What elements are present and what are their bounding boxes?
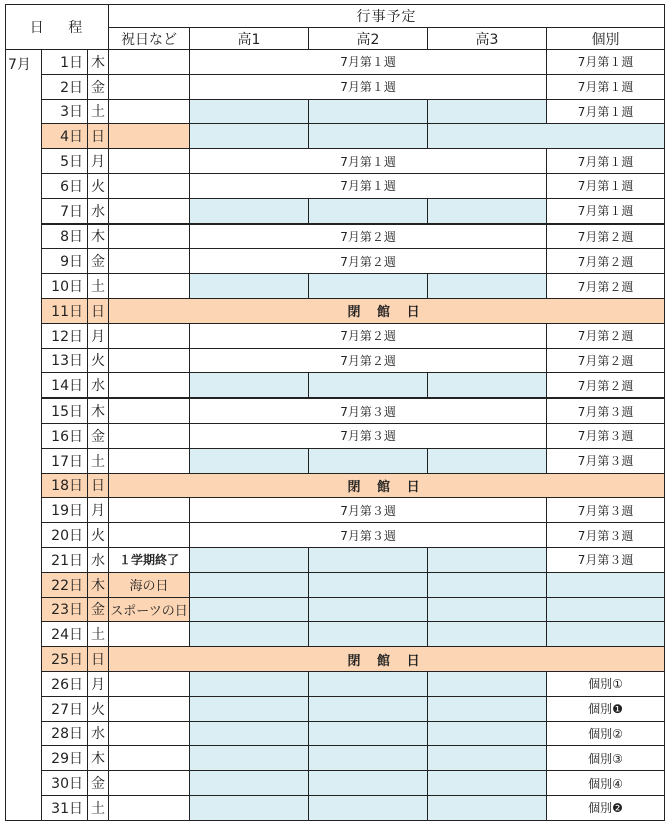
day-cell: 20日 — [42, 523, 88, 548]
table-row — [6, 198, 665, 223]
kobetsu-cell: 7月第２週 — [547, 224, 665, 249]
kobetsu-cell — [547, 597, 665, 622]
weekday-cell: 木 — [88, 224, 109, 249]
closed-day-cell: 閉 館 日 — [109, 473, 665, 498]
week-cell: 7月第３週 — [190, 498, 547, 523]
kou1-cell — [190, 795, 309, 820]
kou3-cell — [428, 547, 547, 572]
day-cell: 3日 — [42, 99, 88, 124]
col-header-holiday: 祝日など — [109, 28, 190, 50]
weekday-cell: 金 — [88, 423, 109, 448]
col-header-kou3: 高3 — [428, 28, 547, 50]
weekday-cell: 日 — [88, 473, 109, 498]
kou1-cell — [190, 771, 309, 796]
weekday-cell: 水 — [88, 721, 109, 746]
table-row — [6, 622, 665, 647]
table-row — [6, 771, 665, 796]
holiday-cell — [109, 50, 190, 75]
kou2-cell — [309, 721, 428, 746]
table-row — [6, 274, 665, 299]
kobetsu-cell: 7月第３週 — [547, 398, 665, 423]
kou2-cell — [309, 572, 428, 597]
day-cell: 12日 — [42, 323, 88, 348]
kou1-cell — [190, 696, 309, 721]
kobetsu-cell: 個別① — [547, 671, 665, 696]
kou2-cell — [309, 547, 428, 572]
week-cell: 7月第１週 — [190, 173, 547, 198]
kou2-cell — [309, 795, 428, 820]
table-row — [6, 249, 665, 274]
weekday-cell: 月 — [88, 498, 109, 523]
kou3-cell — [428, 721, 547, 746]
table-row — [6, 423, 665, 448]
kou1-cell — [190, 721, 309, 746]
week-cell: 7月第１週 — [190, 74, 547, 99]
kobetsu-cell: 7月第１週 — [547, 74, 665, 99]
table-row — [6, 74, 665, 99]
kou1-cell — [190, 99, 309, 124]
holiday-cell — [109, 622, 190, 647]
kou3-cell — [428, 448, 547, 473]
table-row — [6, 99, 665, 124]
table-row — [6, 473, 665, 498]
holiday-cell — [109, 448, 190, 473]
day-cell: 16日 — [42, 423, 88, 448]
week-cell: 7月第２週 — [190, 348, 547, 373]
kobetsu-cell: 7月第３週 — [547, 423, 665, 448]
kou1-cell — [190, 746, 309, 771]
holiday-cell: １学期終了 — [109, 547, 190, 572]
kobetsu-cell: 7月第１週 — [547, 50, 665, 75]
weekday-cell: 金 — [88, 74, 109, 99]
schedule-table — [5, 4, 665, 821]
day-cell: 14日 — [42, 373, 88, 398]
week-cell: 7月第２週 — [190, 224, 547, 249]
kobetsu-cell — [547, 572, 665, 597]
kou1-cell — [190, 622, 309, 647]
day-cell: 22日 — [42, 572, 88, 597]
kou1-cell — [190, 274, 309, 299]
kou3-cell — [428, 198, 547, 223]
kou3-cell — [428, 597, 547, 622]
kobetsu-cell: 7月第１週 — [547, 149, 665, 174]
weekday-cell: 月 — [88, 323, 109, 348]
kobetsu-cell: 個別❶ — [547, 696, 665, 721]
table-row — [6, 547, 665, 572]
holiday-cell: 海の日 — [109, 572, 190, 597]
day-cell: 21日 — [42, 547, 88, 572]
day-cell: 2日 — [42, 74, 88, 99]
week-cell: 7月第３週 — [190, 523, 547, 548]
weekday-cell: 金 — [88, 771, 109, 796]
kou2-cell — [309, 99, 428, 124]
day-cell: 18日 — [42, 473, 88, 498]
kou3-cell — [428, 622, 547, 647]
table-row — [6, 597, 665, 622]
table-row — [6, 671, 665, 696]
holiday-cell — [109, 74, 190, 99]
kobetsu-cell: 個別④ — [547, 771, 665, 796]
table-row — [6, 348, 665, 373]
kobetsu-cell: 7月第２週 — [547, 348, 665, 373]
holiday-cell — [109, 149, 190, 174]
day-cell: 11日 — [42, 298, 88, 323]
day-cell: 29日 — [42, 746, 88, 771]
holiday-cell — [109, 721, 190, 746]
table-row — [6, 398, 665, 423]
holiday-cell — [109, 696, 190, 721]
holiday-cell — [109, 173, 190, 198]
day-cell: 1日 — [42, 50, 88, 75]
kou1-cell — [190, 198, 309, 223]
kou2-cell — [309, 696, 428, 721]
kobetsu-cell: 7月第１週 — [547, 198, 665, 223]
kou1-cell — [190, 124, 309, 149]
weekday-cell: 火 — [88, 348, 109, 373]
kobetsu-cell: 7月第１週 — [547, 173, 665, 198]
day-cell: 13日 — [42, 348, 88, 373]
table-row — [6, 124, 665, 149]
weekday-cell: 金 — [88, 249, 109, 274]
weekday-cell: 月 — [88, 149, 109, 174]
kou3-cell — [428, 274, 547, 299]
table-row — [6, 149, 665, 174]
weekday-cell: 土 — [88, 99, 109, 124]
table-row — [6, 647, 665, 672]
day-cell: 23日 — [42, 597, 88, 622]
kou2-cell — [309, 198, 428, 223]
holiday-cell — [109, 746, 190, 771]
kou3-cell — [428, 124, 665, 149]
kou3-cell — [428, 696, 547, 721]
weekday-cell: 木 — [88, 398, 109, 423]
events-header: 行事予定 — [109, 5, 665, 28]
weekday-cell: 火 — [88, 696, 109, 721]
weekday-cell: 水 — [88, 198, 109, 223]
kou3-cell — [428, 746, 547, 771]
kou1-cell — [190, 671, 309, 696]
day-cell: 6日 — [42, 173, 88, 198]
schedule-body — [6, 50, 665, 821]
col-header-kou1: 高1 — [190, 28, 309, 50]
kou1-cell — [190, 547, 309, 572]
week-cell: 7月第１週 — [190, 50, 547, 75]
day-cell: 15日 — [42, 398, 88, 423]
table-row — [6, 298, 665, 323]
weekday-cell: 木 — [88, 572, 109, 597]
week-cell: 7月第２週 — [190, 249, 547, 274]
weekday-cell: 土 — [88, 448, 109, 473]
holiday-cell — [109, 398, 190, 423]
weekday-cell: 木 — [88, 746, 109, 771]
kobetsu-cell: 7月第３週 — [547, 523, 665, 548]
table-row — [6, 572, 665, 597]
kou1-cell — [190, 373, 309, 398]
kou3-cell — [428, 795, 547, 820]
weekday-cell: 土 — [88, 274, 109, 299]
table-row — [6, 498, 665, 523]
kou2-cell — [309, 622, 428, 647]
holiday-cell — [109, 323, 190, 348]
day-cell: 19日 — [42, 498, 88, 523]
weekday-cell: 火 — [88, 173, 109, 198]
weekday-cell: 月 — [88, 671, 109, 696]
day-cell: 31日 — [42, 795, 88, 820]
table-row — [6, 696, 665, 721]
kou2-cell — [309, 746, 428, 771]
holiday-cell — [109, 423, 190, 448]
holiday-cell: スポーツの日 — [109, 597, 190, 622]
closed-day-cell: 閉 館 日 — [109, 298, 665, 323]
table-row — [6, 50, 665, 75]
week-cell: 7月第２週 — [190, 323, 547, 348]
kou1-cell — [190, 448, 309, 473]
week-cell: 7月第１週 — [190, 149, 547, 174]
weekday-cell: 土 — [88, 795, 109, 820]
weekday-cell: 日 — [88, 124, 109, 149]
kou1-cell — [190, 597, 309, 622]
table-row — [6, 224, 665, 249]
day-cell: 5日 — [42, 149, 88, 174]
weekday-cell: 金 — [88, 597, 109, 622]
kobetsu-cell: 7月第１週 — [547, 99, 665, 124]
kobetsu-cell: 個別❷ — [547, 795, 665, 820]
kobetsu-cell: 7月第３週 — [547, 498, 665, 523]
kou2-cell — [309, 597, 428, 622]
weekday-cell: 日 — [88, 298, 109, 323]
kobetsu-cell — [547, 622, 665, 647]
holiday-cell — [109, 249, 190, 274]
kou2-cell — [309, 671, 428, 696]
day-cell: 24日 — [42, 622, 88, 647]
table-row — [6, 795, 665, 820]
kobetsu-cell: 7月第３週 — [547, 547, 665, 572]
holiday-cell — [109, 124, 190, 149]
month-cell: 7月 — [6, 50, 42, 821]
table-row — [6, 746, 665, 771]
kou1-cell — [190, 572, 309, 597]
day-cell: 4日 — [42, 124, 88, 149]
day-cell: 30日 — [42, 771, 88, 796]
table-row — [6, 721, 665, 746]
col-header-kou2: 高2 — [309, 28, 428, 50]
kobetsu-cell: 7月第２週 — [547, 323, 665, 348]
kou2-cell — [309, 124, 428, 149]
kobetsu-cell: 7月第２週 — [547, 373, 665, 398]
holiday-cell — [109, 274, 190, 299]
kou3-cell — [428, 373, 547, 398]
table-row — [6, 448, 665, 473]
table-row — [6, 373, 665, 398]
day-cell: 26日 — [42, 671, 88, 696]
kobetsu-cell: 個別② — [547, 721, 665, 746]
table-row — [6, 523, 665, 548]
day-cell: 8日 — [42, 224, 88, 249]
kou2-cell — [309, 373, 428, 398]
weekday-cell: 木 — [88, 50, 109, 75]
day-cell: 7日 — [42, 198, 88, 223]
kou2-cell — [309, 274, 428, 299]
kou3-cell — [428, 572, 547, 597]
schedule-header: 日 程 — [6, 5, 109, 50]
weekday-cell: 土 — [88, 622, 109, 647]
kou2-cell — [309, 771, 428, 796]
holiday-cell — [109, 99, 190, 124]
day-cell: 10日 — [42, 274, 88, 299]
kou3-cell — [428, 771, 547, 796]
weekday-cell: 火 — [88, 523, 109, 548]
kou3-cell — [428, 99, 547, 124]
day-cell: 25日 — [42, 647, 88, 672]
weekday-cell: 水 — [88, 373, 109, 398]
kobetsu-cell: 個別③ — [547, 746, 665, 771]
holiday-cell — [109, 671, 190, 696]
weekday-cell: 日 — [88, 647, 109, 672]
holiday-cell — [109, 373, 190, 398]
holiday-cell — [109, 198, 190, 223]
holiday-cell — [109, 224, 190, 249]
day-cell: 28日 — [42, 721, 88, 746]
holiday-cell — [109, 348, 190, 373]
kobetsu-cell: 7月第３週 — [547, 448, 665, 473]
holiday-cell — [109, 498, 190, 523]
day-cell: 9日 — [42, 249, 88, 274]
kobetsu-cell: 7月第２週 — [547, 249, 665, 274]
week-cell: 7月第３週 — [190, 423, 547, 448]
week-cell: 7月第３週 — [190, 398, 547, 423]
holiday-cell — [109, 771, 190, 796]
col-header-kobetsu: 個別 — [547, 28, 665, 50]
weekday-cell: 水 — [88, 547, 109, 572]
kou2-cell — [309, 448, 428, 473]
table-row — [6, 173, 665, 198]
kou3-cell — [428, 671, 547, 696]
table-row — [6, 323, 665, 348]
holiday-cell — [109, 523, 190, 548]
closed-day-cell: 閉 館 日 — [109, 647, 665, 672]
kobetsu-cell: 7月第２週 — [547, 274, 665, 299]
day-cell: 27日 — [42, 696, 88, 721]
holiday-cell — [109, 795, 190, 820]
day-cell: 17日 — [42, 448, 88, 473]
